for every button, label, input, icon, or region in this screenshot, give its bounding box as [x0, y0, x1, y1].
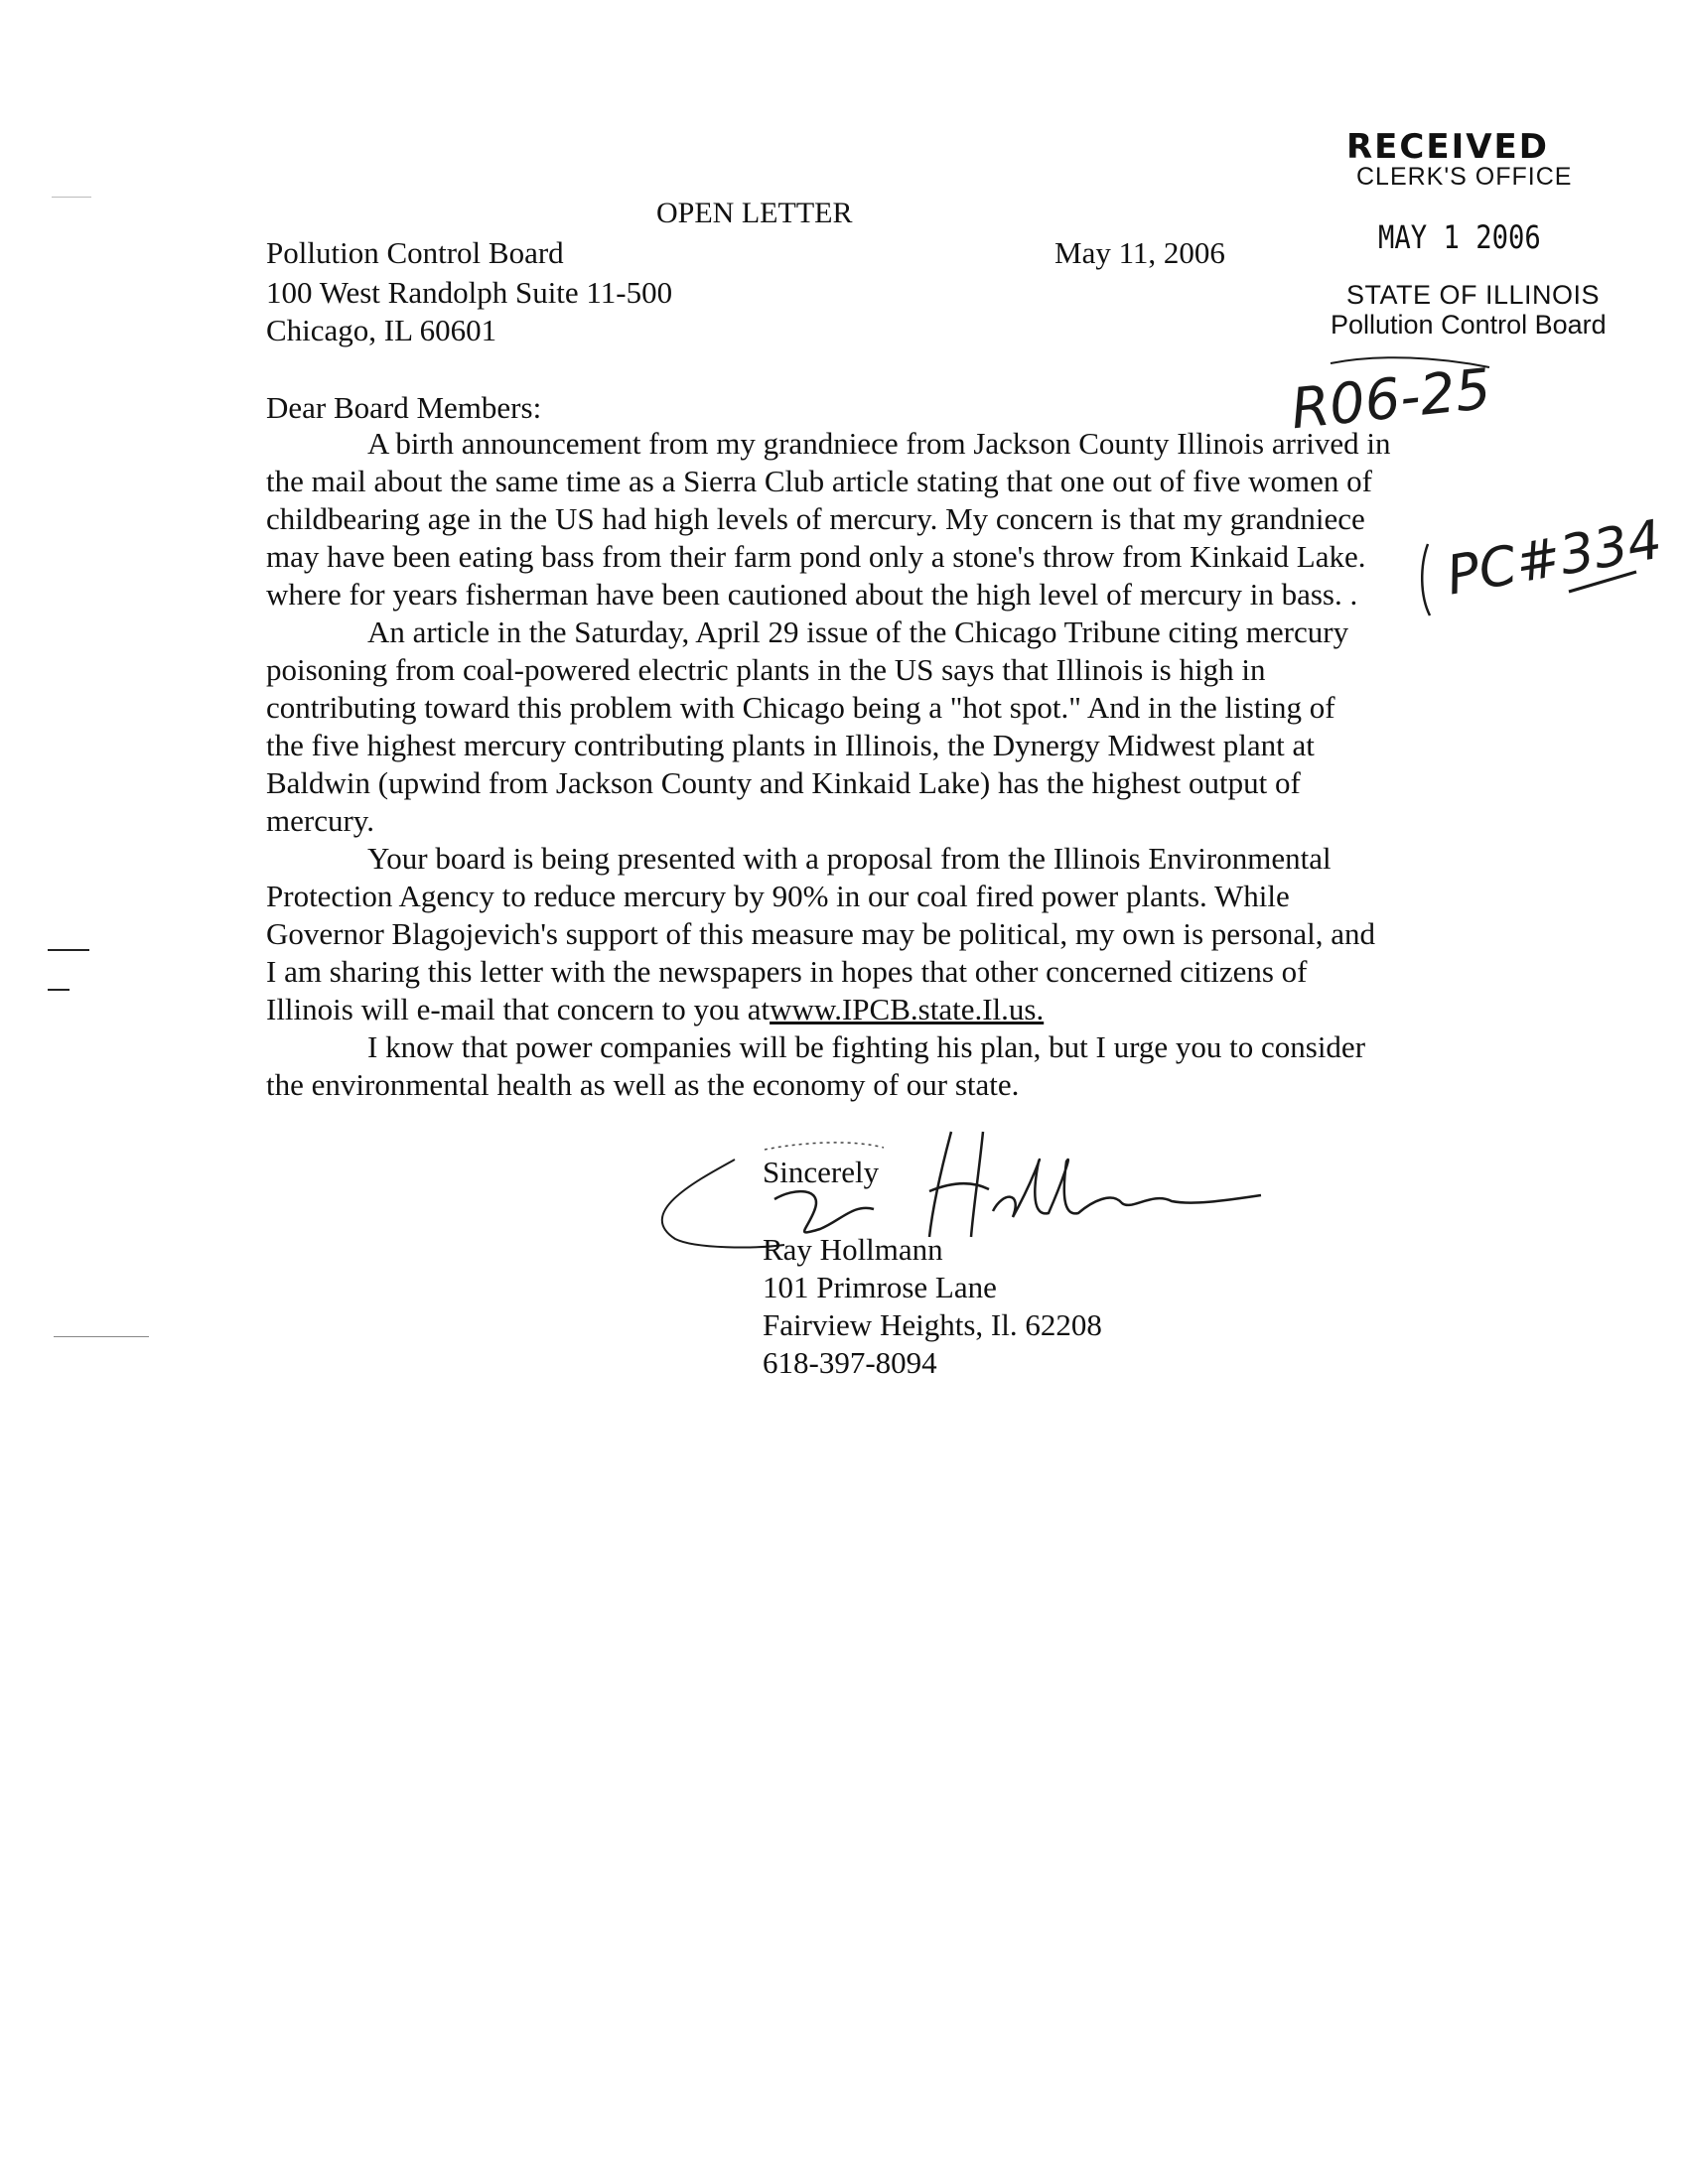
p4-line: the environmental health as well as the economy of our state.: [266, 1067, 1020, 1102]
scan-artifact: [52, 197, 91, 198]
scan-artifact: [48, 989, 70, 991]
ipcb-url-link[interactable]: www.IPCB.state.Il.us.: [770, 992, 1045, 1026]
p1-line: the mail about the same time as a Sierra Club article stating that one out of five women of: [266, 464, 1372, 498]
p1-line: may have been eating bass from their farm pond only a stone's throw from Kinkaid Lake.: [266, 539, 1366, 574]
signer-street: 101 Primrose Lane: [763, 1270, 997, 1304]
p1-line: childbearing age in the US had high levels of mercury. My concern is that my grandniece: [266, 501, 1365, 536]
stamp-board: Pollution Control Board: [1331, 310, 1607, 340]
letter-date: May 11, 2006: [1054, 235, 1225, 270]
stamp-clerks-office: CLERK'S OFFICE: [1356, 163, 1573, 191]
stamp-received: RECEIVED: [1346, 127, 1549, 167]
p4-line: I know that power companies will be fighting his plan, but I urge you to consider: [367, 1029, 1366, 1064]
recipient-street: 100 West Randolph Suite 11-500: [266, 275, 673, 310]
p2-line: contributing toward this problem with Chicago being a "hot spot." And in the listing of: [266, 690, 1335, 725]
recipient-name: Pollution Control Board: [266, 235, 564, 270]
p2-line: Baldwin (upwind from Jackson County and Kinkaid Lake) has the highest output of: [266, 765, 1301, 800]
p2-line: An article in the Saturday, April 29 issue of the Chicago Tribune citing mercury: [367, 614, 1349, 649]
scan-artifact: [48, 949, 89, 951]
handwritten-docket: R06-25: [1288, 356, 1494, 443]
p2-line: poisoning from coal-powered electric plants in the US says that Illinois is high in: [266, 652, 1266, 687]
stamp-date: MAY 1 2006: [1378, 218, 1541, 256]
scan-artifact: [54, 1336, 149, 1337]
salutation: Dear Board Members:: [266, 390, 542, 425]
signer-city: Fairview Heights, Il. 62208: [763, 1307, 1102, 1342]
signer-phone: 618-397-8094: [763, 1345, 937, 1380]
p2-line: mercury.: [266, 803, 375, 838]
p3-line: Governor Blagojevich's support of this measure may be political, my own is personal, and: [266, 916, 1376, 951]
p1-line: where for years fisherman have been cautioned about the high level of mercury in bass. .: [266, 577, 1358, 612]
p2-line: the five highest mercury contributing plants in Illinois, the Dynergy Midwest plant at: [266, 728, 1315, 762]
closing: Sincerely: [763, 1155, 880, 1189]
letter-title: OPEN LETTER: [656, 197, 853, 229]
p3-last-prefix: Illinois will e-mail that concern to you at: [266, 992, 771, 1026]
p3-line: Protection Agency to reduce mercury by 90% in our coal fired power plants. While: [266, 879, 1290, 913]
p1-line: A birth announcement from my grandniece from Jackson County Illinois arrived in: [367, 426, 1391, 461]
recipient-city: Chicago, IL 60601: [266, 313, 497, 347]
stamp-state: STATE OF ILLINOIS: [1346, 280, 1601, 310]
handwritten-pc-number: PC#334: [1442, 507, 1667, 608]
p3-line: Your board is being presented with a proposal from the Illinois Environmental: [367, 841, 1332, 876]
p3-line: I am sharing this letter with the newspapers in hopes that other concerned citizens of: [266, 954, 1308, 989]
signer-name: Ray Hollmann: [763, 1232, 943, 1267]
